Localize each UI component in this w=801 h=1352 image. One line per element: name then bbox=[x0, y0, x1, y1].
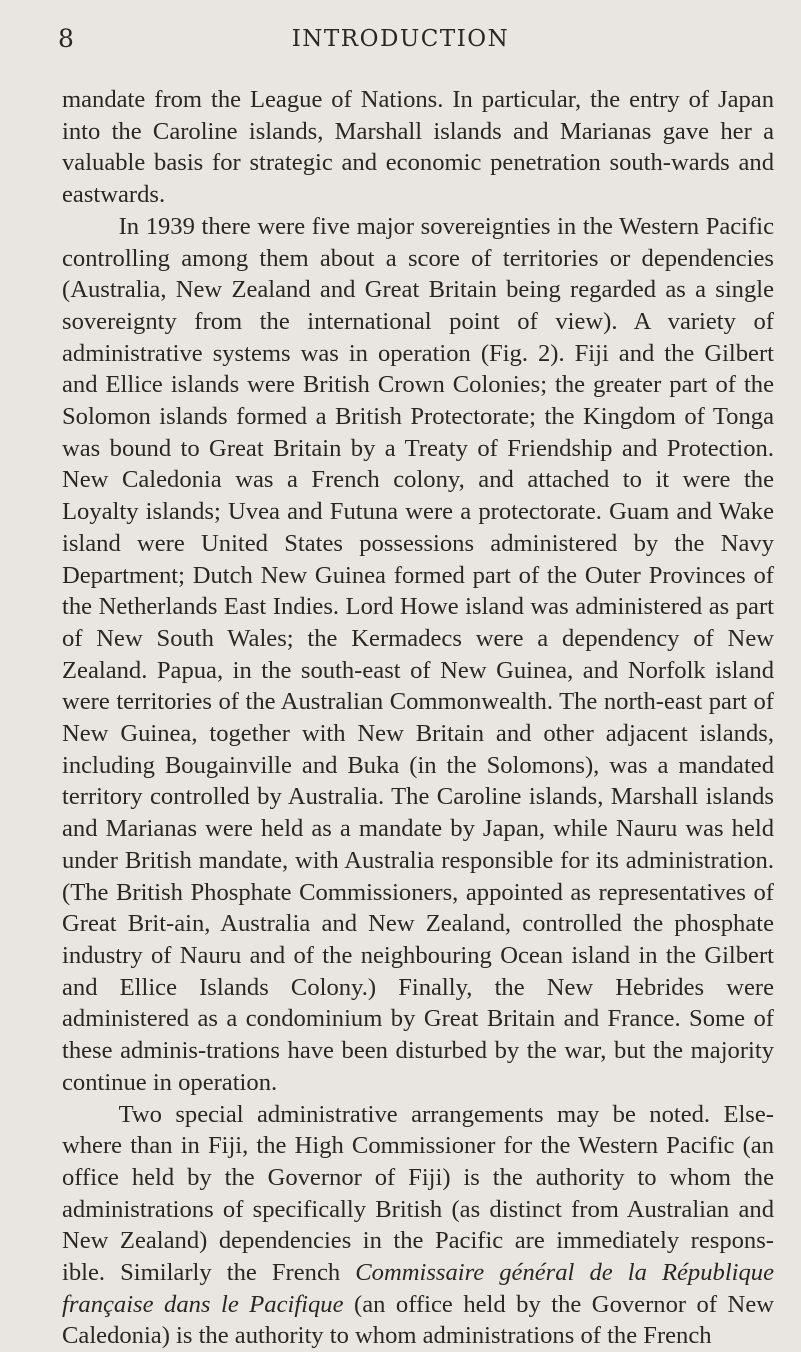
running-title: INTRODUCTION bbox=[0, 26, 801, 52]
page-number: 8 bbox=[58, 24, 75, 53]
italic-french-title: Commissaire général de la République française dans le Pacifique bbox=[62, 1259, 774, 1318]
body-text bbox=[62, 84, 774, 1352]
paragraph-text-start: Two special administrative arrangements may be noted. Else-where than in Fiji, the High Commissioner for the Western Pacific (an office held by the Governor of Fiji) is the authority to whom the administrations of specifically British (as distinct from Australian and New Zealand) dependencies in the Pacific are immediately respons-ible. Similarly the French bbox=[62, 1101, 774, 1287]
paragraph-text-end: (an office held by the Governor of New Caledonia) is the authority to whom administrations of the French bbox=[62, 1291, 774, 1350]
running-header bbox=[0, 24, 801, 64]
paragraph-special-arrangements bbox=[62, 1099, 774, 1352]
paragraph-sovereignties: In 1939 there were five major sovereignties in the Western Pacific controlling among them about a score of territories or dependencies (Australia, New Zealand and Great Britain being regarded as a single sovereignty from the international point of view). A variety of administrative systems was in operation (Fig. 2). Fiji and the Gilbert and Ellice islands were British Crown Colonies; the greater part of the Solomon islands formed a British Protectorate; the Kingdom of Tonga was bound to Great Britain by a Treaty of Friendship and Protection. New Caledonia was a French colony, and attached to it were the Loyalty islands; Uvea and Futuna were a protectorate. Guam and Wake island were United States possessions administered by the Navy Department; Dutch New Guinea formed part of the Outer Provinces of the Netherlands East Indies. Lord Howe island was administered as part of New South Wales; the Kermadecs were a dependency of New Zealand. Papua, in the south-east of New Guinea, and Norfolk island were territories of the Australian Commonwealth. The north-east part of New Guinea, together with New Britain and other adjacent islands, including Bougainville and Buka (in the Solomons), was a mandated territory controlled by Australia. The Caroline islands, Marshall islands and Marianas were held as a mandate by Japan, while Nauru was held under British mandate, with Australia responsible for its administration. (The British Phosphate Commissioners, appointed as representatives of Great Brit-ain, Australia and New Zealand, controlled the phosphate industry of Nauru and of the neighbouring Ocean island in the Gilbert and Ellice Islands Colony.) Finally, the New Hebrides were administered as a condominium by Great Britain and France. Some of these adminis-trations have been disturbed by the war, but the majority continue in operation. bbox=[62, 211, 774, 1099]
paragraph-continued: mandate from the League of Nations. In particular, the entry of Japan into the Caroline islands, Marshall islands and Marianas gave her a valuable basis for strategic and economic penetration south-wards and eastwards. bbox=[62, 84, 774, 211]
